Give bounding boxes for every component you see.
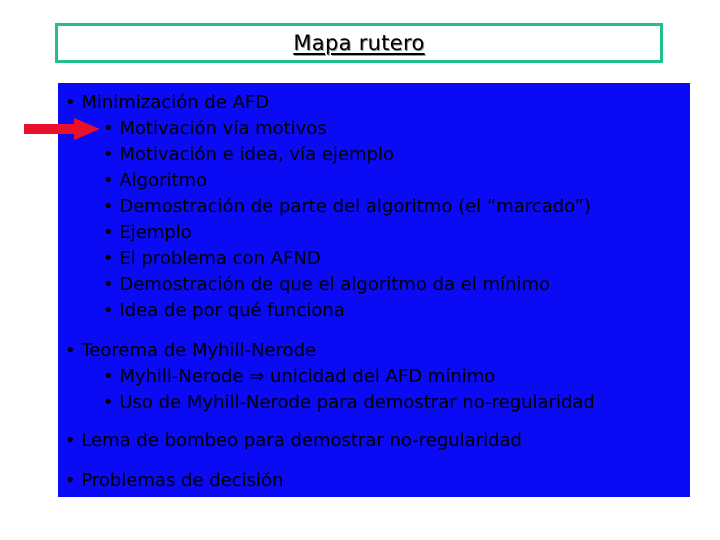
section-heading-minimizacion: • Minimización de AFD xyxy=(65,92,270,113)
list-item: • Demostración de parte del algoritmo (el “marcado”) xyxy=(103,196,591,217)
list-item: • Ejemplo xyxy=(103,222,192,243)
slide-title: Mapa rutero xyxy=(293,31,425,55)
section-heading-myhill-nerode: • Teorema de Myhill-Nerode xyxy=(65,340,317,361)
list-item: • Demostración de que el algoritmo da el mínimo xyxy=(103,274,551,295)
list-item: • Myhill-Nerode ⇒ unicidad del AFD mínimo xyxy=(103,366,496,387)
right-arrow-icon xyxy=(24,118,100,140)
list-item: • Algoritmo xyxy=(103,170,208,191)
title-box xyxy=(55,23,663,63)
list-item: • Motivación e idea, vía ejemplo xyxy=(103,144,394,165)
list-item: • El problema con AFND xyxy=(103,248,321,269)
section-heading-lema-bombeo: • Lema de bombeo para demostrar no-regularidad xyxy=(65,430,522,451)
list-item: • Motivación vía motivos xyxy=(103,118,327,139)
list-item: • Idea de por qué funciona xyxy=(103,300,345,321)
content-panel xyxy=(58,83,690,497)
section-heading-problemas-decision: • Problemas de decisión xyxy=(65,470,284,491)
list-item: • Uso de Myhill-Nerode para demostrar no-regularidad xyxy=(103,392,595,413)
